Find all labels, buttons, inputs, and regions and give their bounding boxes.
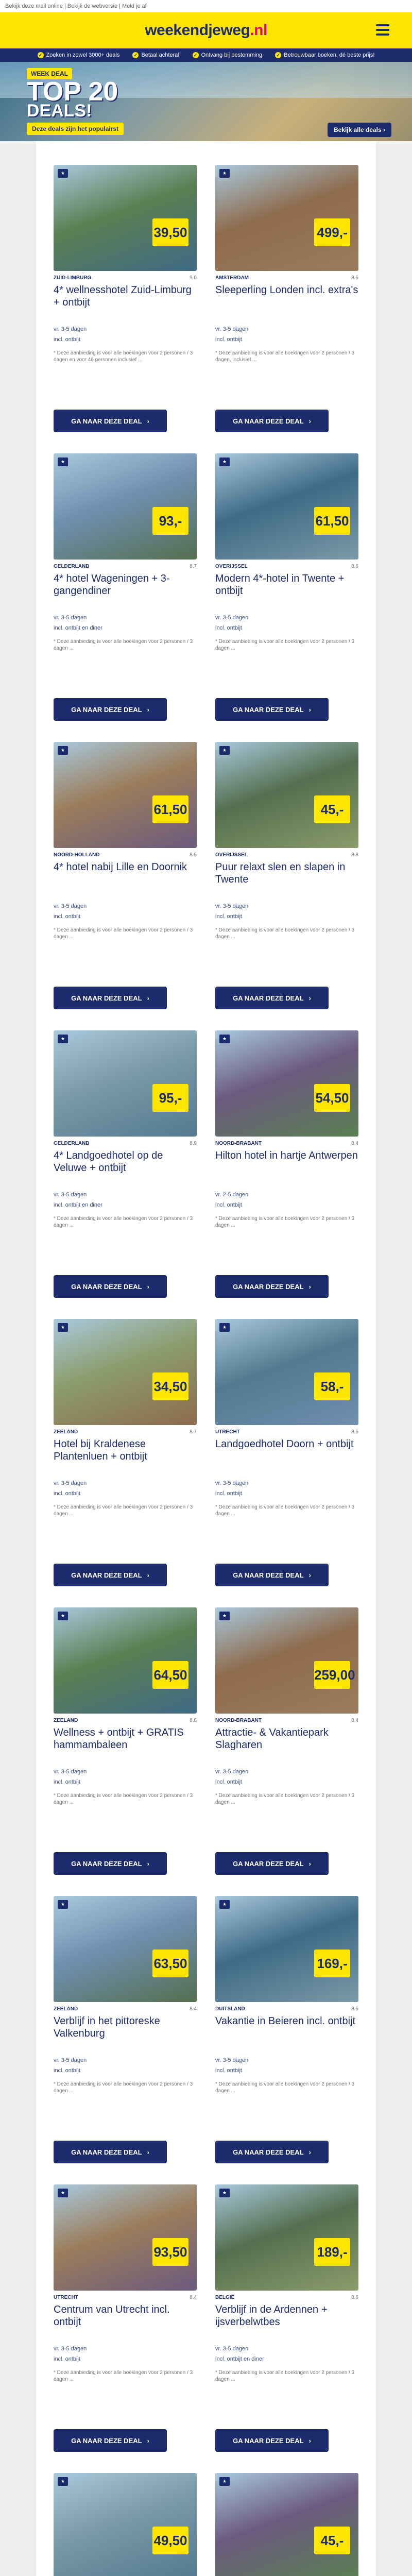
deal-button[interactable]: GA NAAR DEZE DEAL › xyxy=(54,987,167,1009)
deal-button[interactable]: GA NAAR DEZE DEAL › xyxy=(54,410,167,432)
check-icon: ✓ xyxy=(132,52,139,58)
deal-button[interactable]: GA NAAR DEZE DEAL › xyxy=(215,1275,329,1298)
deal-location: NOORD-BRABANT xyxy=(215,1718,262,1723)
deal-duration: vr. 3-5 dagen xyxy=(215,1769,249,1775)
deal-board: incl. ontbijt xyxy=(54,1490,80,1497)
deal-tag: ★ xyxy=(219,746,230,755)
deal-card[interactable] xyxy=(54,453,197,742)
deal-image[interactable] xyxy=(215,165,358,271)
deal-board: incl. ontbijt xyxy=(215,1202,242,1208)
deal-button[interactable]: GA NAAR DEZE DEAL › xyxy=(215,1564,329,1586)
deal-image[interactable] xyxy=(215,1319,358,1425)
deal-button[interactable]: GA NAAR DEZE DEAL › xyxy=(215,698,329,721)
deal-rating: 8.4 xyxy=(190,2006,197,2012)
deal-rating: 8.8 xyxy=(351,852,358,858)
price-badge: 34,50 xyxy=(152,1372,188,1400)
deal-note: * Deze aanbieding is voor alle boekingen voor 2 personen / 3 dagen ... xyxy=(215,927,355,940)
deal-location: OVERIJSSEL xyxy=(215,564,248,569)
deal-duration: vr. 3-5 dagen xyxy=(215,326,249,332)
price-badge: 54,50 xyxy=(314,1084,350,1112)
arrow-right-icon: › xyxy=(147,994,149,1002)
deal-rating: 8.6 xyxy=(190,1718,197,1723)
deal-card[interactable] xyxy=(54,2184,197,2473)
deal-duration: vr. 3-5 dagen xyxy=(215,1480,249,1486)
deal-board: incl. ontbijt xyxy=(215,625,242,631)
deal-duration: vr. 3-5 dagen xyxy=(54,1769,87,1775)
deal-card[interactable] xyxy=(215,1896,358,2184)
arrow-right-icon: › xyxy=(147,705,149,714)
deal-rating: 8.9 xyxy=(190,1141,197,1146)
deal-note: * Deze aanbieding is voor alle boekingen voor 2 personen / 3 dagen ... xyxy=(54,927,193,940)
deal-note: * Deze aanbieding is voor alle boekingen voor 2 personen / 3 dagen en voor 46 personen inclusief ... xyxy=(54,350,193,363)
deal-title[interactable]: 4* hotel nabij Lille en Doornik xyxy=(54,861,187,873)
deal-duration: vr. 3-5 dagen xyxy=(54,2346,87,2352)
deal-title[interactable]: 4* Landgoedhotel op de Veluwe + ontbijt xyxy=(54,1150,163,1174)
deal-tag: ★ xyxy=(58,1900,68,1909)
deal-location: BELGIË xyxy=(215,2295,235,2300)
deal-board: incl. ontbijt en diner xyxy=(215,2356,264,2362)
usp-bar xyxy=(0,48,412,62)
deal-tag: ★ xyxy=(219,1900,230,1909)
deal-title[interactable]: Vakantie in Beieren incl. ontbijt xyxy=(215,2015,356,2027)
deal-note: * Deze aanbieding is voor alle boekingen voor 2 personen / 3 dagen ... xyxy=(215,1504,355,1517)
deal-title[interactable]: Sleeperling Londen incl. extra's xyxy=(215,284,358,296)
deal-tag: ★ xyxy=(219,2189,230,2197)
deal-board: incl. ontbijt en diner xyxy=(54,1202,102,1208)
deal-card[interactable] xyxy=(54,1896,197,2184)
deal-board: incl. ontbijt xyxy=(54,913,80,920)
price-badge: 93,50 xyxy=(152,2238,188,2266)
deal-rating: 8.7 xyxy=(190,564,197,569)
deal-title[interactable]: Verblijf in het pittoreske Valkenburg xyxy=(54,2015,160,2039)
deal-rating: 8.4 xyxy=(351,1141,358,1146)
deal-image[interactable] xyxy=(215,1607,358,1714)
deal-rating: 8.4 xyxy=(190,2295,197,2300)
deal-board: incl. ontbijt xyxy=(54,1779,80,1785)
deal-tag: ★ xyxy=(58,2189,68,2197)
deal-note: * Deze aanbieding is voor alle boekingen voor 2 personen / 3 dagen ... xyxy=(54,1793,193,1805)
deal-rating: 8.5 xyxy=(351,1429,358,1435)
deal-image[interactable] xyxy=(215,2473,358,2576)
deal-button[interactable]: GA NAAR DEZE DEAL › xyxy=(215,410,329,432)
price-badge: 45,- xyxy=(314,795,350,823)
price-badge: 189,- xyxy=(314,2238,350,2266)
arrow-right-icon: › xyxy=(147,2148,149,2156)
deal-note: * Deze aanbieding is voor alle boekingen voor 2 personen / 3 dagen ... xyxy=(215,2081,355,2094)
deal-duration: vr. 3-5 dagen xyxy=(215,2346,249,2352)
deal-board: incl. ontbijt xyxy=(215,1490,242,1497)
all-deals-hero-button[interactable]: Bekijk alle deals › xyxy=(328,123,391,137)
arrow-right-icon: › xyxy=(147,1282,149,1291)
preheader[interactable]: Bekijk deze mail online | Bekijk de webversie | Meld je af xyxy=(0,0,412,12)
deal-card[interactable] xyxy=(54,2473,197,2576)
price-badge: 63,50 xyxy=(152,1950,188,1977)
arrow-right-icon: › xyxy=(147,1571,149,1579)
deal-title[interactable]: Verblijf in de Ardennen + ijsverbelwtbes xyxy=(215,2304,328,2328)
deal-title[interactable]: Modern 4*-hotel in Twente + ontbijt xyxy=(215,573,345,597)
deal-tag: ★ xyxy=(219,2477,230,2486)
deal-duration: vr. 3-5 dagen xyxy=(54,1192,87,1198)
deal-title[interactable]: Hilton hotel in hartje Antwerpen xyxy=(215,1150,358,1161)
deal-tag: ★ xyxy=(58,1612,68,1620)
deal-title[interactable]: Wellness + ontbijt + GRATIS hammambaleen xyxy=(54,1727,184,1751)
deal-image[interactable] xyxy=(215,1030,358,1137)
deal-button[interactable]: GA NAAR DEZE DEAL › xyxy=(215,2429,329,2452)
deal-rating: 9.0 xyxy=(190,275,197,281)
price-badge: 259,00 xyxy=(314,1661,350,1689)
deal-card[interactable] xyxy=(54,1030,197,1319)
hero-banner[interactable] xyxy=(0,62,412,141)
usp-item: ✓ Zoeken in zowel 3000+ deals xyxy=(38,52,120,58)
deal-rating: 8.6 xyxy=(351,275,358,281)
main-content xyxy=(36,141,376,2576)
arrow-right-icon: › xyxy=(147,1859,149,1868)
deal-location: ZEELAND xyxy=(54,2006,78,2012)
logo[interactable]: weekendjeweg.nl xyxy=(145,22,267,39)
deal-location: GELDERLAND xyxy=(54,1141,90,1146)
check-icon: ✓ xyxy=(38,52,44,58)
deal-location: GELDERLAND xyxy=(54,564,90,569)
arrow-right-icon: › xyxy=(308,417,311,425)
deal-button[interactable]: GA NAAR DEZE DEAL › xyxy=(54,1564,167,1586)
deal-note: * Deze aanbieding is voor alle boekingen voor 2 personen / 3 dagen ... xyxy=(215,1793,355,1805)
usp-item: ✓ Ontvang bij bestemming xyxy=(193,52,263,58)
arrow-right-icon: › xyxy=(308,2436,311,2445)
deal-title[interactable]: 4* hotel Wageningen + 3-gangendiner xyxy=(54,573,170,597)
week-deal-badge: WEEK DEAL xyxy=(27,68,72,79)
deal-rating: 8.6 xyxy=(351,2295,358,2300)
deal-note: * Deze aanbieding is voor alle boekingen voor 2 personen / 3 dagen ... xyxy=(215,2370,355,2382)
deal-note: * Deze aanbieding is voor alle boekingen voor 2 personen / 3 dagen ... xyxy=(54,2370,193,2382)
deal-location: UTRECHT xyxy=(215,1429,240,1435)
deal-card[interactable] xyxy=(215,742,358,1030)
price-badge: 93,- xyxy=(152,507,188,535)
price-badge: 49,50 xyxy=(152,2527,188,2554)
deal-button[interactable]: GA NAAR DEZE DEAL › xyxy=(54,1852,167,1875)
deal-tag: ★ xyxy=(58,1035,68,1043)
arrow-right-icon: › xyxy=(308,1859,311,1868)
deal-board: incl. ontbijt xyxy=(54,2067,80,2074)
deal-note: * Deze aanbieding is voor alle boekingen voor 2 personen / 3 dagen, inclusief ... xyxy=(215,350,355,363)
price-badge: 39,50 xyxy=(152,218,188,246)
deal-grid xyxy=(54,165,358,2576)
deal-button[interactable]: GA NAAR DEZE DEAL › xyxy=(54,2141,167,2163)
deal-location: DUITSLAND xyxy=(215,2006,245,2012)
deal-tag: ★ xyxy=(219,1323,230,1332)
deal-image[interactable] xyxy=(54,1896,197,2002)
deal-image[interactable] xyxy=(54,1607,197,1714)
deal-tag: ★ xyxy=(58,1323,68,1332)
arrow-right-icon: › xyxy=(308,705,311,714)
deal-location: UTRECHT xyxy=(54,2295,78,2300)
price-badge: 64,50 xyxy=(152,1661,188,1689)
deal-duration: vr. 3-5 dagen xyxy=(215,903,249,909)
price-badge: 95,- xyxy=(152,1084,188,1112)
deal-duration: vr. 3-5 dagen xyxy=(215,2057,249,2063)
deal-tag: ★ xyxy=(219,169,230,178)
deal-button[interactable]: GA NAAR DEZE DEAL › xyxy=(54,698,167,721)
deal-rating: 8.6 xyxy=(351,564,358,569)
deal-note: * Deze aanbieding is voor alle boekingen voor 2 personen / 3 dagen ... xyxy=(54,1216,193,1228)
header xyxy=(0,12,412,48)
deal-location: ZUID-LIMBURG xyxy=(54,275,92,281)
deal-note: * Deze aanbieding is voor alle boekingen voor 2 personen / 3 dagen ... xyxy=(54,1504,193,1517)
deal-duration: vr. 3-5 dagen xyxy=(54,326,87,332)
deal-card[interactable] xyxy=(54,1607,197,1896)
deal-tag: ★ xyxy=(58,169,68,178)
deal-board: incl. ontbijt xyxy=(54,2356,80,2362)
deal-card[interactable] xyxy=(215,1030,358,1319)
deal-image[interactable] xyxy=(54,2473,197,2576)
deal-card[interactable] xyxy=(215,2184,358,2473)
price-badge: 61,50 xyxy=(152,795,188,823)
deal-card[interactable] xyxy=(54,1319,197,1607)
deal-image[interactable] xyxy=(54,1319,197,1425)
deal-title[interactable]: 4* wellnesshotel Zuid-Limburg + ontbijt xyxy=(54,284,192,308)
deal-board: incl. ontbijt xyxy=(54,336,80,343)
arrow-right-icon: › xyxy=(147,417,149,425)
price-badge: 499,- xyxy=(314,218,350,246)
check-icon: ✓ xyxy=(275,52,281,58)
deal-tag: ★ xyxy=(58,2477,68,2486)
hero-pill: Deze deals zijn het populairst xyxy=(27,123,124,135)
price-badge: 61,50 xyxy=(314,507,350,535)
deal-title[interactable]: Puur relaxt slen en slapen in Twente xyxy=(215,861,346,885)
deal-duration: vr. 3-5 dagen xyxy=(54,903,87,909)
deal-image[interactable] xyxy=(54,165,197,271)
deal-button[interactable]: GA NAAR DEZE DEAL › xyxy=(54,2429,167,2452)
deal-duration: vr. 3-5 dagen xyxy=(54,615,87,621)
deal-rating: 8.6 xyxy=(351,2006,358,2012)
deal-title[interactable]: Centrum van Utrecht incl. ontbijt xyxy=(54,2304,170,2328)
deal-title[interactable]: Landgoedhotel Doorn + ontbijt xyxy=(215,1438,354,1450)
deal-tag: ★ xyxy=(219,457,230,466)
deal-location: OVERIJSSEL xyxy=(215,852,248,858)
deal-board: incl. ontbijt xyxy=(215,336,242,343)
deal-location: NOORD-HOLLAND xyxy=(54,852,100,858)
arrow-right-icon: › xyxy=(147,2436,149,2445)
deal-card[interactable] xyxy=(54,742,197,1030)
deal-card[interactable] xyxy=(215,165,358,453)
price-badge: 169,- xyxy=(314,1950,350,1977)
deal-image[interactable] xyxy=(54,2184,197,2291)
deal-duration: vr. 3-5 dagen xyxy=(54,1480,87,1486)
deal-location: ZEELAND xyxy=(54,1429,78,1435)
deal-note: * Deze aanbieding is voor alle boekingen voor 2 personen / 3 dagen ... xyxy=(54,639,193,651)
arrow-right-icon: › xyxy=(308,994,311,1002)
arrow-right-icon: › xyxy=(308,1571,311,1579)
deal-card[interactable] xyxy=(215,1319,358,1607)
deal-board: incl. ontbijt xyxy=(215,2067,242,2074)
deal-rating: 8.4 xyxy=(351,1718,358,1723)
deal-note: * Deze aanbieding is voor alle boekingen voor 2 personen / 3 dagen ... xyxy=(54,2081,193,2094)
usp-item: ✓ Betrouwbaar boeken, dé beste prijs! xyxy=(275,52,374,58)
deal-tag: ★ xyxy=(58,746,68,755)
deal-image[interactable] xyxy=(215,2184,358,2291)
deal-card[interactable] xyxy=(215,1607,358,1896)
menu-icon[interactable] xyxy=(376,24,389,36)
deal-duration: vr. 2-5 dagen xyxy=(215,1192,249,1198)
deal-image[interactable] xyxy=(215,742,358,848)
deal-title[interactable]: Attractie- & Vakantiepark Slagharen xyxy=(215,1727,329,1751)
deal-tag: ★ xyxy=(219,1612,230,1620)
arrow-right-icon: › xyxy=(308,1282,311,1291)
deal-card[interactable] xyxy=(215,2473,358,2576)
deal-duration: vr. 3-5 dagen xyxy=(215,615,249,621)
deal-image[interactable] xyxy=(54,453,197,560)
deal-rating: 8.7 xyxy=(190,1429,197,1435)
deal-button[interactable]: GA NAAR DEZE DEAL › xyxy=(215,1852,329,1875)
deal-card[interactable] xyxy=(54,165,197,453)
arrow-right-icon: › xyxy=(308,2148,311,2156)
deal-duration: vr. 3-5 dagen xyxy=(54,2057,87,2063)
deal-tag: ★ xyxy=(58,457,68,466)
deal-button[interactable]: GA NAAR DEZE DEAL › xyxy=(54,1275,167,1298)
deal-rating: 8.5 xyxy=(190,852,197,858)
deal-location: ZEELAND xyxy=(54,1718,78,1723)
deal-image[interactable] xyxy=(54,742,197,848)
deal-note: * Deze aanbieding is voor alle boekingen voor 2 personen / 3 dagen ... xyxy=(215,1216,355,1228)
price-badge: 58,- xyxy=(314,1372,350,1400)
deal-image[interactable] xyxy=(54,1030,197,1137)
deal-note: * Deze aanbieding is voor alle boekingen voor 2 personen / 3 dagen ... xyxy=(215,639,355,651)
deal-button[interactable]: GA NAAR DEZE DEAL › xyxy=(215,2141,329,2163)
hero-title: TOP 20 DEALS! xyxy=(27,77,118,121)
deal-location: AMSTERDAM xyxy=(215,275,249,281)
deal-board: incl. ontbijt en diner xyxy=(54,625,102,631)
deal-board: incl. ontbijt xyxy=(215,1779,242,1785)
deal-title[interactable]: Hotel bij Kraldenese Plantenluen + ontbijt xyxy=(54,1438,147,1462)
deal-location: NOORD-BRABANT xyxy=(215,1141,262,1146)
price-badge: 45,- xyxy=(314,2527,350,2554)
check-icon: ✓ xyxy=(193,52,199,58)
deal-image[interactable] xyxy=(215,453,358,560)
deal-image[interactable] xyxy=(215,1896,358,2002)
deal-card[interactable] xyxy=(215,453,358,742)
deal-button[interactable]: GA NAAR DEZE DEAL › xyxy=(215,987,329,1009)
deal-tag: ★ xyxy=(219,1035,230,1043)
deal-board: incl. ontbijt xyxy=(215,913,242,920)
usp-item: ✓ Betaal achteraf xyxy=(132,52,179,58)
